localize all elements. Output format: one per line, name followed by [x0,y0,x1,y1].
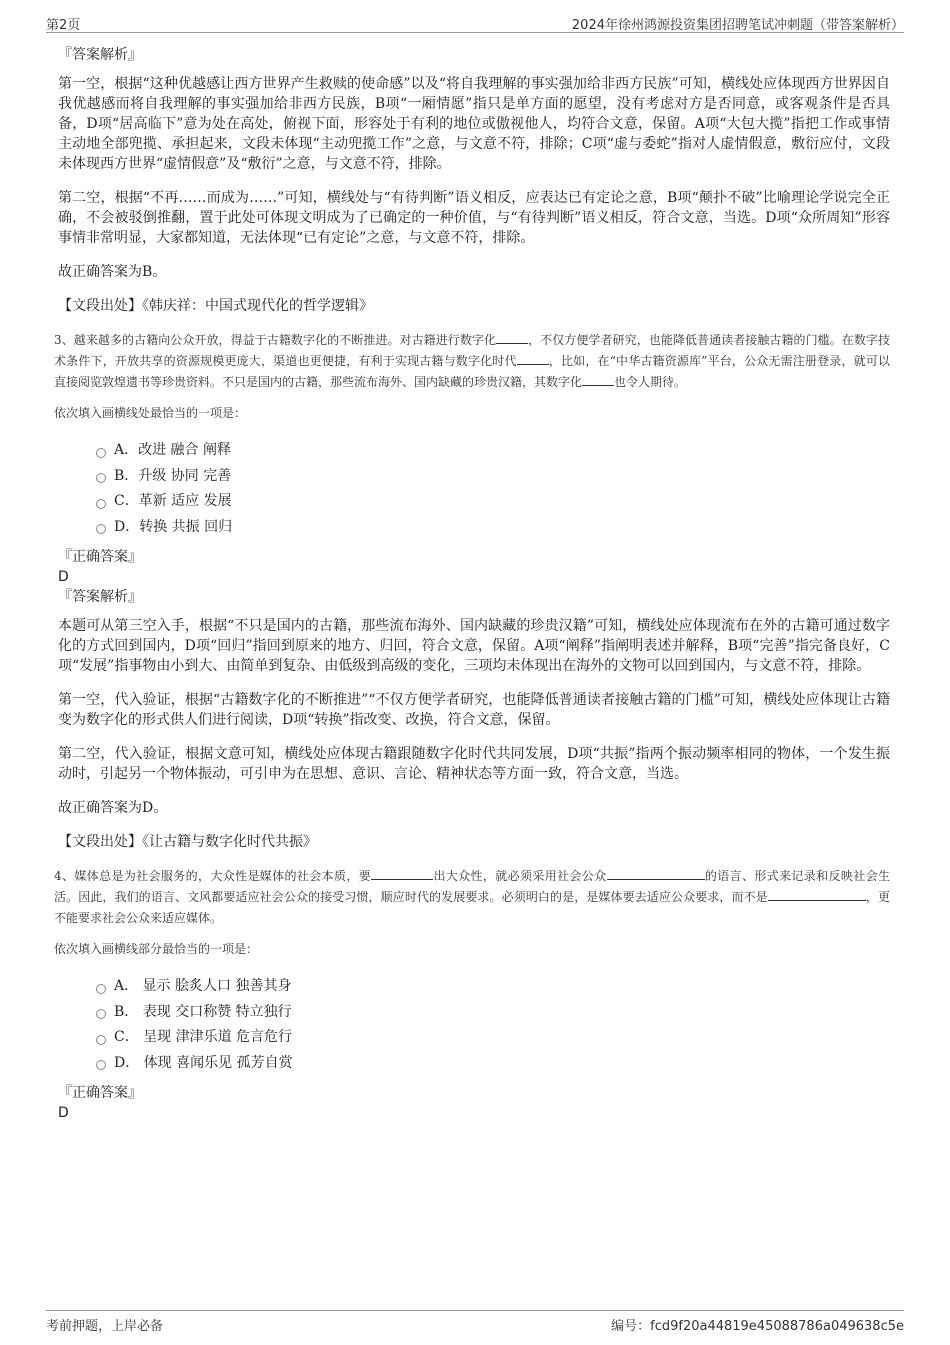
radio-icon[interactable] [96,499,106,509]
fill-blank [371,867,433,880]
analysis-label: 『答案解析』 [58,47,142,63]
page-header [46,12,904,33]
question-prompt: 依次填入画横线处最恰当的一项是： [54,406,247,420]
analysis-paragraph: 本题可从第三空入手，根据“不只是国内的古籍，那些流布海外、国内缺藏的珍贵汉籍”可知，横线处应体现流布在外的古籍可通过数字化的方式回到国内，D项“回归”指回到原来的地方、归回，符合文意，保留。A项“阐释”指阐明表述并解释，B项“完善”指完备良好，C项“发展”指事物由小到大、由简单到复杂、由低级到高级的变化，三项均未体现出在海外的文物可以回到国内，与文意不符，排除。 [58,618,890,674]
option-a[interactable]: A．改进 融合 阐释 [96,438,890,464]
option-b[interactable]: B． 表现 交口称赞 特立独行 [96,1000,890,1026]
option-c[interactable]: C．革新 适应 发展 [96,489,890,515]
option-b[interactable]: B．升级 协同 完善 [96,464,890,490]
source-citation: 【文段出处】《韩庆祥：中国式现代化的哲学逻辑》 [58,298,373,314]
page-number: 第2页 [46,18,81,33]
question-3-stem: 3、越来越多的古籍向公众开放，得益于古籍数字化的不断推进。对古籍进行数字化 ，不仅方便学者研究，也能降低普通读者接触古籍的门槛。在数字技术条件下，开放共享的资源规模更庞大，渠道也更便捷，有利于实现古籍与数字化时代 ，比如，在“中华古籍资源库”平台，公众无需注册登录，就可以直接阅览敦煌遗书等珍贵资料。不只是国内的古籍，那些流布海外、国内缺藏的珍贵汉籍，其数字化 也令人期待。 [54,333,890,389]
analysis-paragraph: 第一空，根据“这种优越感让西方世界产生救赎的使命感”以及“将自我理解的事实强加给非西方民族”可知，横线处应体现西方世界因自我优越感而将自我理解的事实强加给非西方民族，B项“一厢情愿”指只是单方面的愿望，没有考虑对方是否同意，或客观条件是否具备，D项“居高临下”意为处在高处，俯视下面，形容处于有利的地位或傲视他人，均符合文意，保留。A项“大包大揽”指把工作或事情主动地全部兜揽、承担起来，文段未体现“主动兜揽工作”之意，与文意不符，排除；C项“虚与委蛇”指对人虚情假意，敷衍应付，文段未体现西方世界“虚情假意”及“敷衍”之意，与文意不符，排除。 [58,76,890,172]
analysis-paragraph: 第二空，根据“不再……而成为……”可知，横线处与“有待判断”语义相反，应表达已有定论之意，B项“颠扑不破”比喻理论学说完全正确，不会被驳倒推翻，置于此处可体现文明成为了已确定的一种价值，与“有待判断”语义相反，符合文意，当选。D项“众所周知”形容事情非常明显，大家都知道，无法体现“已有定论”之意，与文意不符，排除。 [58,190,890,246]
page-content [54,44,890,1122]
fill-blank [582,373,614,386]
source-citation: 【文段出处】《让古籍与数字化时代共振》 [58,834,317,850]
answer-value: D [58,569,69,585]
option-c[interactable]: C． 呈现 津津乐道 危言危行 [96,1025,890,1051]
option-a[interactable]: A． 显示 脍炙人口 独善其身 [96,974,890,1000]
question-4-stem: 4、媒体总是为社会服务的，大众性是媒体的社会本质，要 出大众性，就必须采用社会公众 的语言、形式来记录和反映社会生活。因此，我们的语言、文风都要适应社会公众的接受习惯，顺应时代的发展要求。必须明白的是，是媒体要去适应公众要求，而不是 ，更不能要求社会公众来适应媒体。 [54,869,890,925]
options-list [96,438,890,540]
radio-icon[interactable] [96,984,106,994]
document-title: 2024年徐州鸿源投资集团招聘笔试冲刺题（带答案解析） [571,18,904,33]
radio-icon[interactable] [96,1035,106,1045]
fill-blank [496,331,528,344]
analysis-label: 『答案解析』 [58,589,142,605]
radio-icon[interactable] [96,1060,106,1070]
options-list [96,974,890,1076]
analysis-paragraph: 第二空，代入验证，根据文意可知，横线处应体现古籍跟随数字化时代共同发展，D项“共振”指两个振动频率相同的物体，一个发生振动时，引起另一个物体振动，可引申为在思想、意识、言论、精神状态等方面一致，符合文意，当选。 [58,746,890,782]
radio-icon[interactable] [96,1009,106,1019]
option-d[interactable]: D．转换 共振 回归 [96,515,890,541]
radio-icon[interactable] [96,448,106,458]
radio-icon[interactable] [96,473,106,483]
analysis-paragraph: 第一空，代入验证，根据“古籍数字化的不断推进”“不仅方便学者研究，也能降低普通读者接触古籍的门槛”可知，横线处应体现让古籍变为数字化的形式供人们进行阅读，D项“转换”指改变、改换，符合文意，保留。 [58,692,890,728]
footer-slogan: 考前押题，上岸必备 [46,1319,164,1334]
fill-blank [768,888,866,901]
answer-label: 『正确答案』 [58,549,142,565]
conclusion: 故正确答案为B。 [58,264,167,280]
fill-blank [517,352,549,365]
answer-label: 『正确答案』 [58,1085,142,1101]
document-code: 编号：fcd9f20a44819e45088786a049638c5e [611,1319,904,1334]
fill-blank [607,867,705,880]
page-footer [46,1310,904,1333]
radio-icon[interactable] [96,524,106,534]
option-d[interactable]: D． 体现 喜闻乐见 孤芳自赏 [96,1051,890,1077]
conclusion: 故正确答案为D。 [58,800,168,816]
question-prompt: 依次填入画横线部分最恰当的一项是： [54,942,259,956]
answer-value: D [58,1105,69,1121]
